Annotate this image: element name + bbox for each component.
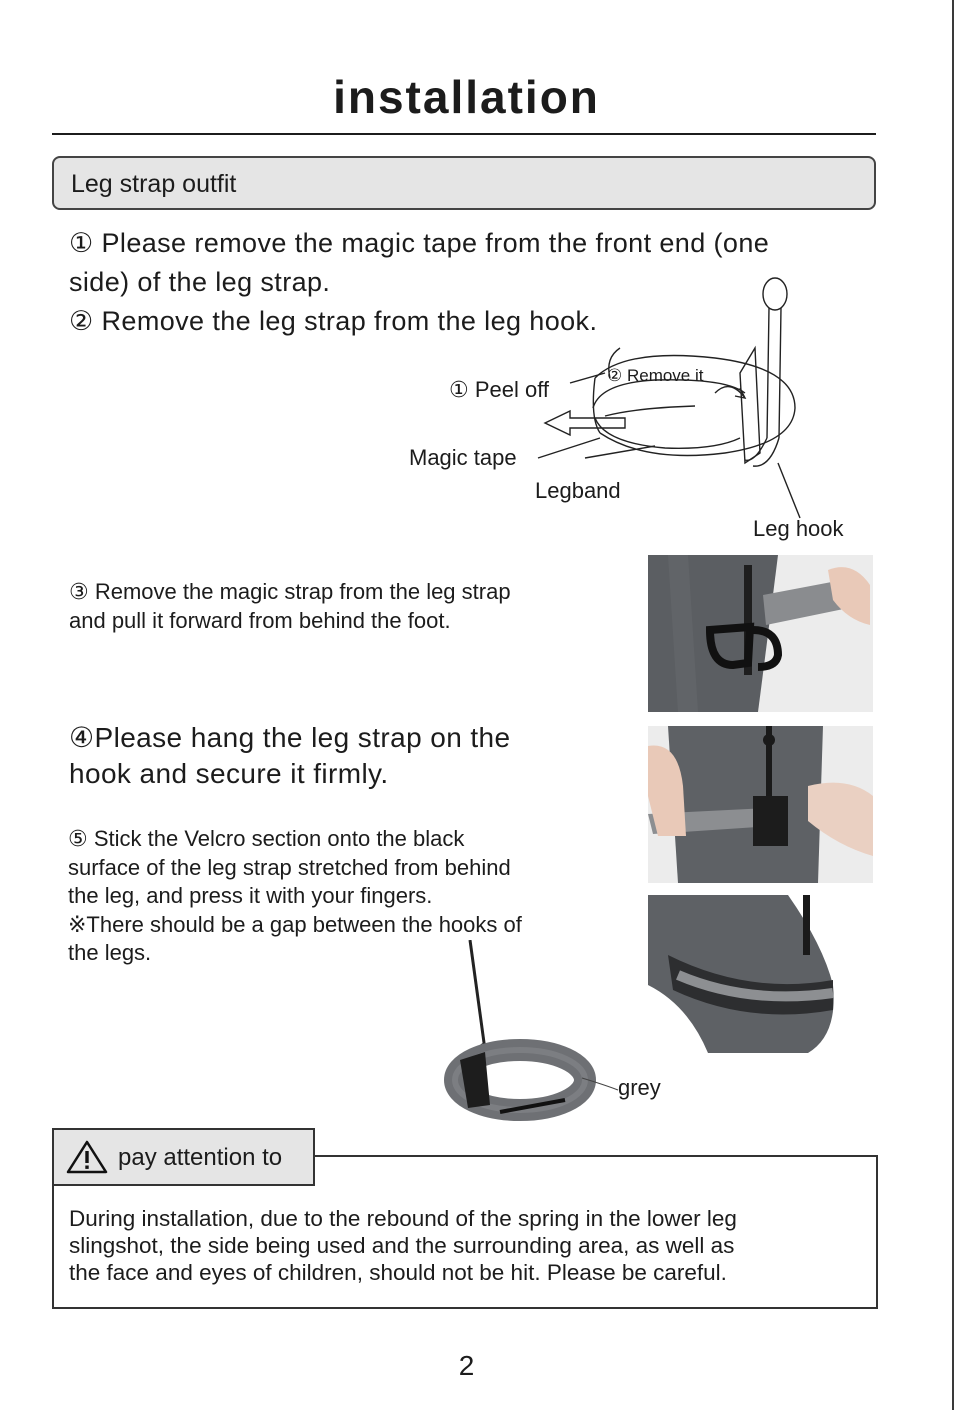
title-divider bbox=[52, 133, 876, 135]
legband-line-drawing bbox=[395, 268, 875, 548]
leg-hook-label: Leg hook bbox=[753, 516, 844, 541]
step5-note-line2: the legs. bbox=[68, 940, 152, 965]
step3-text bbox=[69, 577, 629, 635]
photo-step3 bbox=[648, 555, 873, 712]
photo-step3-illustration bbox=[648, 555, 873, 712]
step2-text: ② Remove the leg strap from the leg hook. bbox=[69, 306, 598, 336]
step5-line1: ⑤ Stick the Velcro section onto the black bbox=[68, 826, 465, 851]
grey-label: grey bbox=[618, 1075, 661, 1100]
step1-line2: side) of the leg strap. bbox=[69, 267, 331, 297]
section-header-box bbox=[52, 156, 876, 210]
grey-strap-illustration bbox=[440, 940, 690, 1140]
step5-line3: the leg, and press it with your fingers. bbox=[68, 883, 433, 908]
attention-tab-label: pay attention to bbox=[118, 1144, 283, 1171]
attention-line1: During installation, due to the rebound of the spring in the lower leg bbox=[69, 1206, 737, 1231]
warning-icon bbox=[66, 1140, 108, 1174]
attention-line3: the face and eyes of children, should not be hit. Please be careful. bbox=[69, 1260, 727, 1285]
photo-step4-illustration bbox=[648, 726, 873, 883]
step5-note-line1: ※There should be a gap between the hooks of bbox=[68, 911, 522, 937]
page-edge-line bbox=[952, 0, 954, 1410]
legband-diagram bbox=[395, 268, 875, 548]
step4-text bbox=[69, 720, 629, 792]
step3-line1: ③ Remove the magic strap from the leg strap bbox=[69, 579, 511, 604]
attention-text bbox=[69, 1205, 869, 1286]
magic-tape-label: Magic tape bbox=[409, 445, 517, 470]
photo-step4 bbox=[648, 726, 873, 883]
section-heading: Leg strap outfit bbox=[71, 170, 237, 198]
step4-line1: ④Please hang the leg strap on the bbox=[69, 722, 511, 753]
attention-line2: slingshot, the side being used and the surrounding area, as well as bbox=[69, 1233, 735, 1258]
page-number: 2 bbox=[458, 1350, 475, 1381]
peel-off-label: ① Peel off bbox=[449, 377, 550, 402]
step3-line2: and pull it forward from behind the foot. bbox=[69, 608, 451, 633]
remove-it-label: ② Remove it bbox=[607, 366, 704, 385]
attention-tab bbox=[52, 1128, 315, 1186]
legband-label: Legband bbox=[535, 478, 621, 503]
page-title: installation bbox=[333, 71, 600, 123]
step4-line2: hook and secure it firmly. bbox=[69, 758, 389, 789]
step5-line2: surface of the leg strap stretched from behind bbox=[68, 854, 511, 880]
step1-line1: ① Please remove the magic tape from the front end (one bbox=[69, 228, 770, 258]
grey-strap-drawing bbox=[440, 940, 690, 1140]
